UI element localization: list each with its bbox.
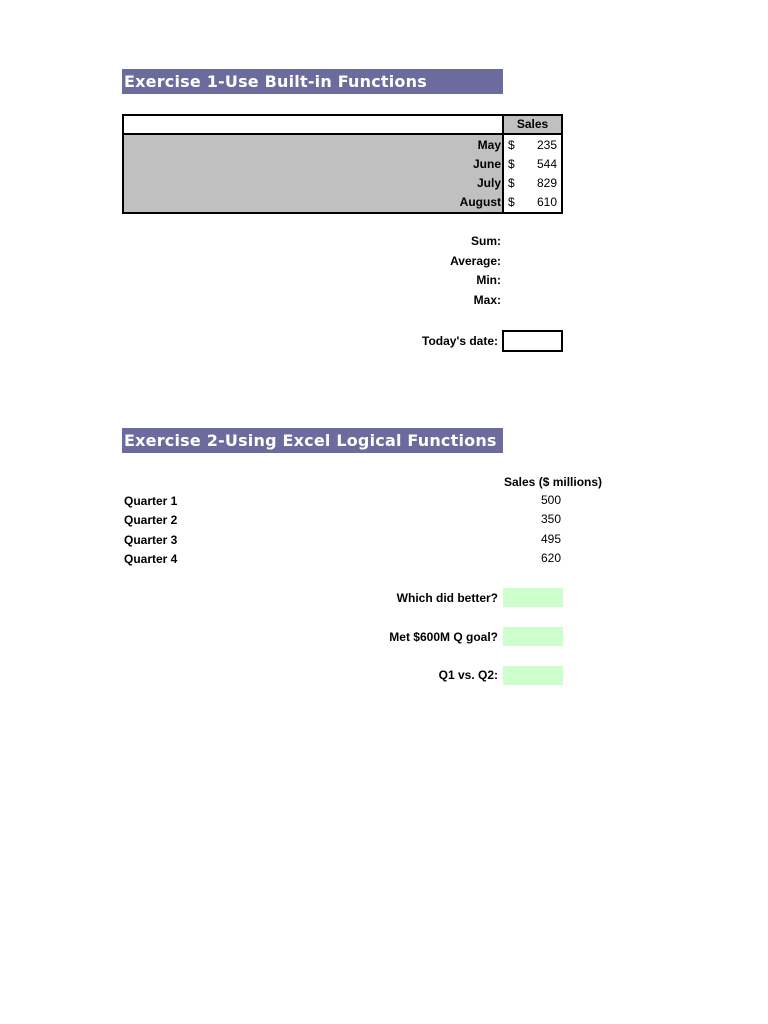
quarter-label[interactable]: Quarter 3 — [124, 533, 178, 547]
exercise2-title: Exercise 2-Using Excel Logical Functions — [122, 428, 503, 453]
which-did-better-cell[interactable] — [503, 588, 563, 607]
exercise1-title: Exercise 1-Use Built-in Functions — [122, 69, 503, 94]
sales-value[interactable]: 544 — [536, 157, 557, 171]
min-label: Min: — [476, 273, 501, 287]
quarter-label[interactable]: Quarter 1 — [124, 494, 178, 508]
quarter-label[interactable]: Quarter 2 — [124, 513, 178, 527]
todays-date-label: Today's date: — [422, 334, 498, 348]
currency-symbol: $ — [508, 176, 515, 190]
sales-value[interactable]: 610 — [536, 195, 557, 209]
month-label[interactable]: August — [459, 195, 501, 209]
max-label: Max: — [473, 293, 501, 307]
q1-vs-q2-label: Q1 vs. Q2: — [438, 668, 498, 682]
met-goal-label: Met $600M Q goal? — [389, 630, 498, 644]
quarter-sales-value[interactable]: 350 — [540, 512, 561, 526]
todays-date-cell[interactable] — [502, 330, 563, 352]
met-goal-cell[interactable] — [503, 627, 563, 646]
q1-vs-q2-cell[interactable] — [503, 666, 563, 685]
sales-value[interactable]: 235 — [536, 138, 557, 152]
quarter-sales-value[interactable]: 620 — [540, 551, 561, 565]
currency-symbol: $ — [508, 157, 515, 171]
month-labels-block — [122, 133, 504, 214]
table-header-blank-cell[interactable] — [122, 114, 504, 135]
quarter-sales-value[interactable]: 500 — [540, 493, 561, 507]
sum-label: Sum: — [471, 234, 501, 248]
month-label[interactable]: June — [472, 157, 501, 171]
sales-values-block — [502, 133, 563, 214]
sales-millions-header: Sales ($ millions) — [504, 475, 603, 489]
which-did-better-label: Which did better? — [396, 591, 498, 605]
average-label: Average: — [450, 254, 501, 268]
month-label[interactable]: May — [477, 138, 501, 152]
quarter-label[interactable]: Quarter 4 — [124, 552, 178, 566]
sales-column-header[interactable]: Sales — [502, 114, 563, 135]
month-label[interactable]: July — [476, 176, 501, 190]
currency-symbol: $ — [508, 195, 515, 209]
sales-value[interactable]: 829 — [536, 176, 557, 190]
quarter-sales-value[interactable]: 495 — [540, 532, 561, 546]
currency-symbol: $ — [508, 138, 515, 152]
